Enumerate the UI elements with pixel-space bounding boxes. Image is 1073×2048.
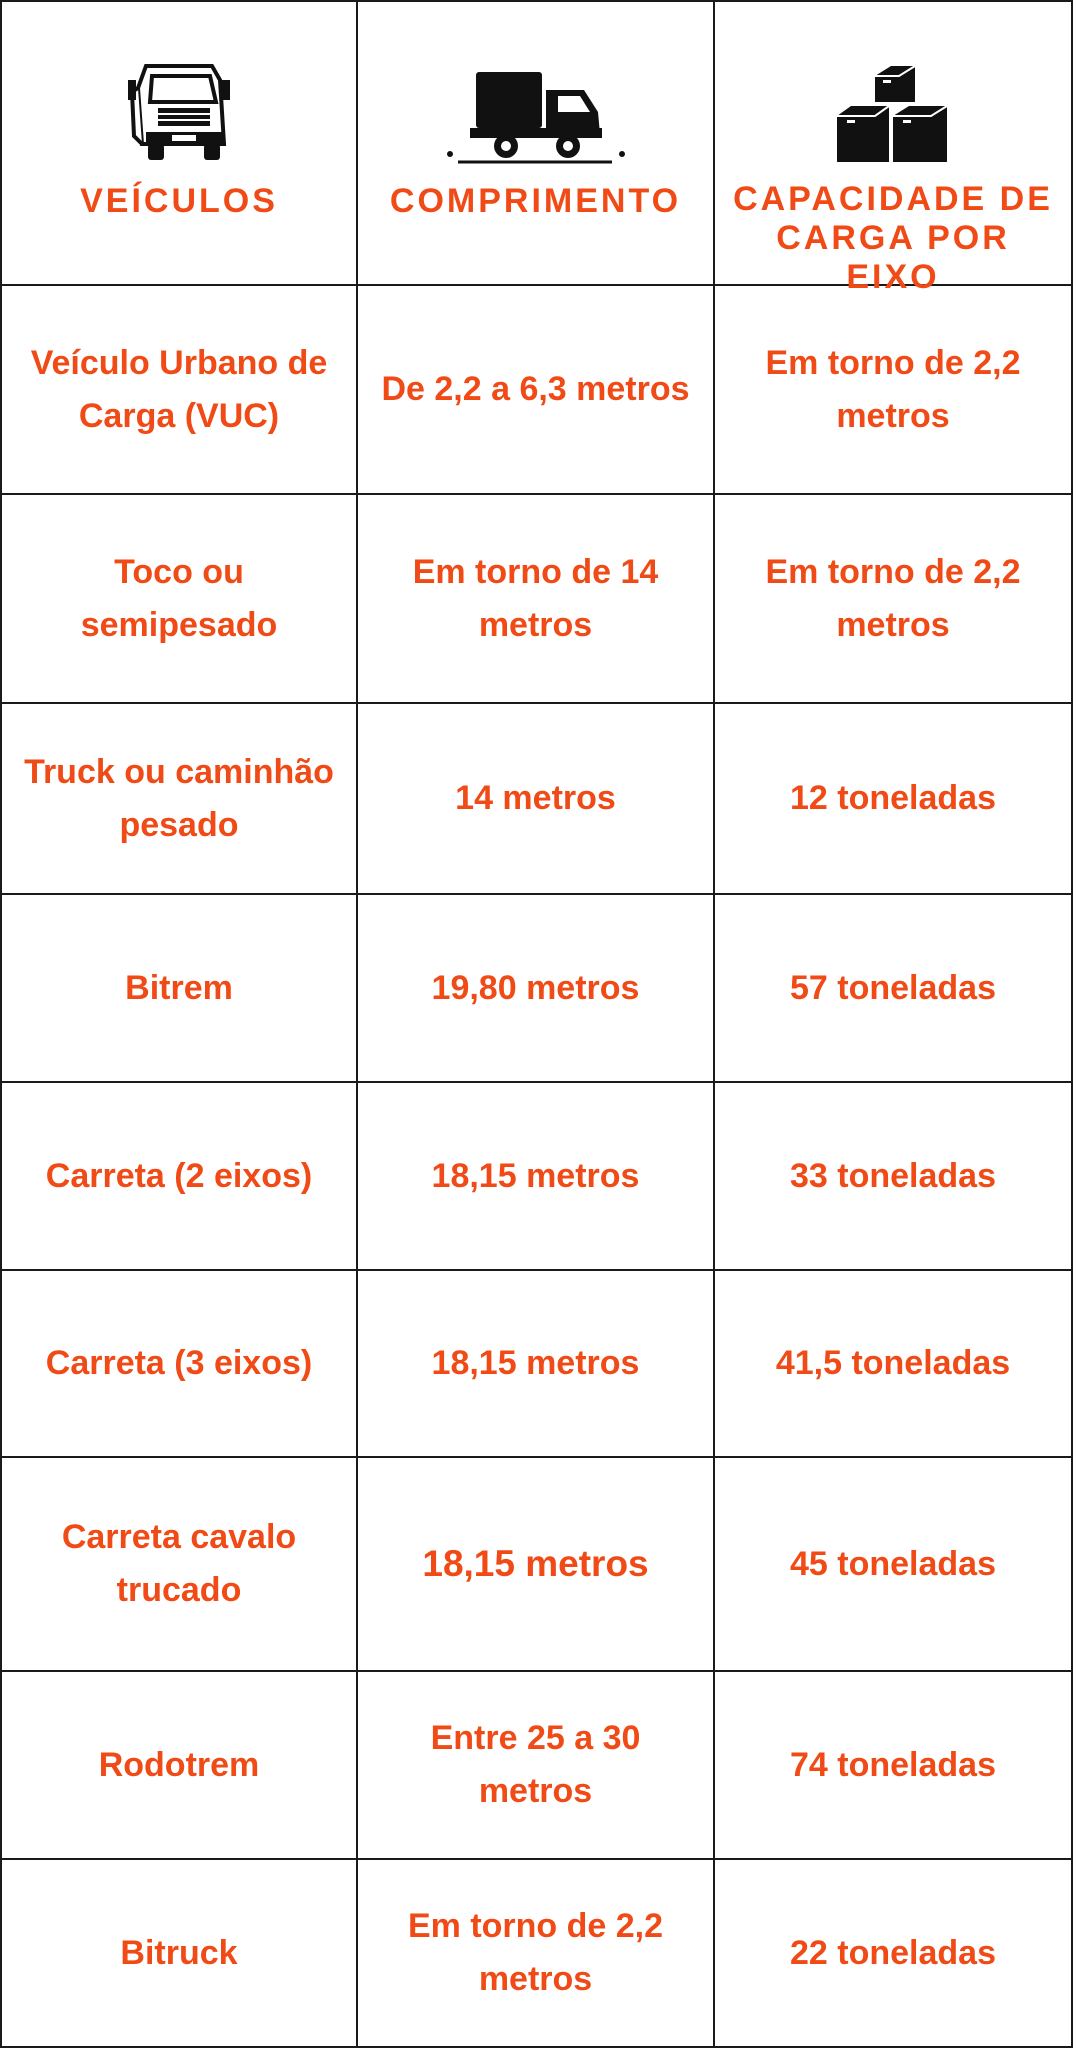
cell-comprimento: 19,80 metros bbox=[358, 895, 715, 1083]
cell-capacidade: 45 toneladas bbox=[715, 1458, 1073, 1672]
table-row bbox=[0, 704, 1073, 895]
table-row bbox=[0, 495, 1073, 704]
cell-capacidade: Em torno de 2,2 metros bbox=[715, 495, 1073, 704]
cell-comprimento: Em torno de 14 metros bbox=[358, 495, 715, 704]
cell-comprimento: 14 metros bbox=[358, 704, 715, 895]
table-row bbox=[0, 1271, 1073, 1458]
header-row bbox=[0, 0, 1073, 297]
cell-comprimento: 18,15 metros bbox=[358, 1083, 715, 1271]
cell-capacidade: 22 toneladas bbox=[715, 1860, 1073, 2048]
cell-veiculo: Carreta (2 eixos) bbox=[0, 1083, 358, 1271]
header-cell-capacidade bbox=[715, 0, 1073, 297]
cell-veiculo: Carreta (3 eixos) bbox=[0, 1271, 358, 1458]
cell-veiculo: Rodotrem bbox=[0, 1672, 358, 1860]
cell-veiculo: Bitruck bbox=[0, 1860, 358, 2048]
cell-capacidade: 74 toneladas bbox=[715, 1672, 1073, 1860]
cell-comprimento: Em torno de 2,2 metros bbox=[358, 1860, 715, 2048]
table-row bbox=[0, 1083, 1073, 1271]
stacked-boxes-icon bbox=[833, 62, 953, 166]
cell-veiculo: Bitrem bbox=[0, 895, 358, 1083]
header-label-comprimento: COMPRIMENTO bbox=[389, 182, 682, 220]
cell-veiculo: Carreta cavalo trucado bbox=[0, 1458, 358, 1672]
header-label-veiculos: VEÍCULOS bbox=[80, 182, 278, 220]
cell-comprimento: 18,15 metros bbox=[358, 1458, 715, 1672]
cell-capacidade: Em torno de 2,2 metros bbox=[715, 286, 1073, 495]
header-cell-veiculos bbox=[0, 0, 358, 286]
header-cell-comprimento bbox=[358, 0, 715, 286]
cell-veiculo: Veículo Urbano de Carga (VUC) bbox=[0, 286, 358, 495]
cell-comprimento: De 2,2 a 6,3 metros bbox=[358, 286, 715, 495]
table-row bbox=[0, 1860, 1073, 2048]
truck-front-icon bbox=[124, 60, 234, 168]
cell-comprimento: Entre 25 a 30 metros bbox=[358, 1672, 715, 1860]
table-row bbox=[0, 1458, 1073, 1672]
cell-veiculo: Truck ou caminhão pesado bbox=[0, 704, 358, 895]
table-row bbox=[0, 895, 1073, 1083]
header-label-capacidade-line1: CAPACIDADE DE bbox=[733, 180, 1053, 218]
header-label-capacidade bbox=[729, 180, 1057, 297]
header-label-capacidade-line2: CARGA POR EIXO bbox=[776, 219, 1010, 297]
cell-capacidade: 57 toneladas bbox=[715, 895, 1073, 1083]
cell-capacidade: 41,5 toneladas bbox=[715, 1271, 1073, 1458]
truck-side-icon bbox=[446, 60, 626, 168]
table-row bbox=[0, 1672, 1073, 1860]
table-row bbox=[0, 286, 1073, 495]
cell-veiculo: Toco ou semipesado bbox=[0, 495, 358, 704]
cell-capacidade: 33 toneladas bbox=[715, 1083, 1073, 1271]
cell-comprimento: 18,15 metros bbox=[358, 1271, 715, 1458]
cell-capacidade: 12 toneladas bbox=[715, 704, 1073, 895]
